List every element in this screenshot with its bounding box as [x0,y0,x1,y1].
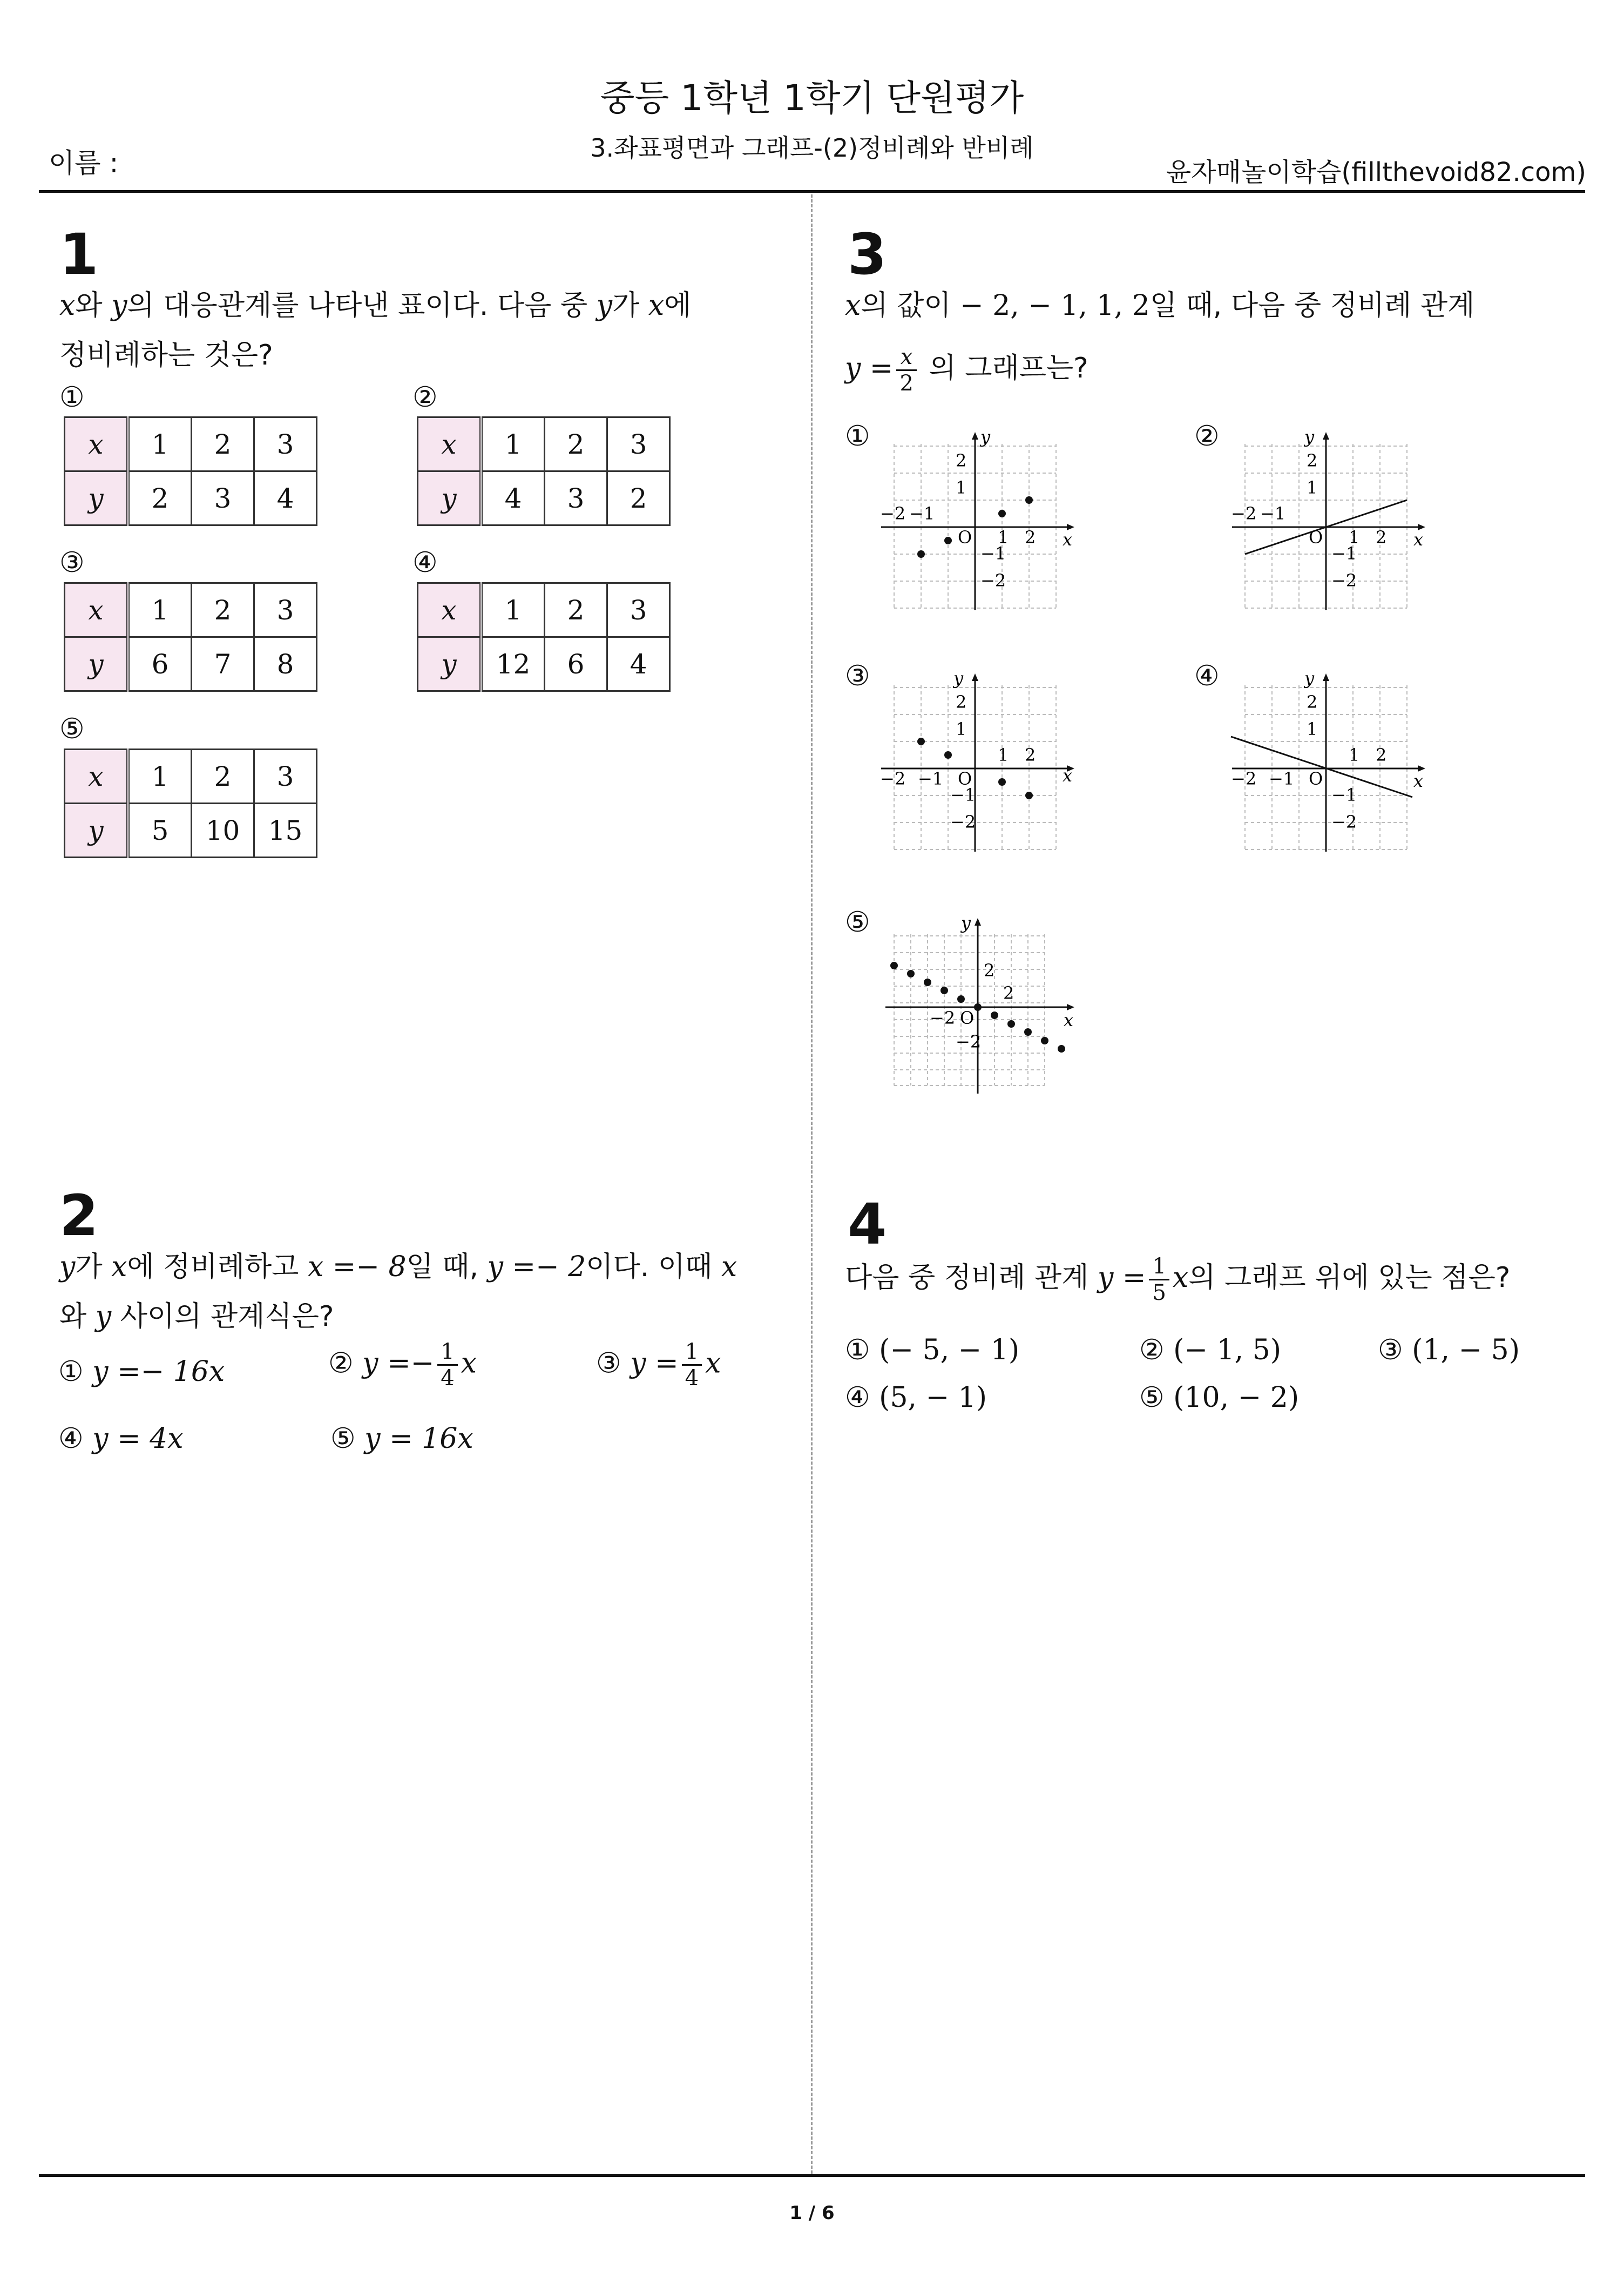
svg-text:2: 2 [1307,692,1318,712]
q1-option-2-marker[interactable]: ② [412,381,438,414]
svg-text:x: x [1413,529,1424,550]
page-title: 중등 1학년 1학기 단원평가 [600,77,1024,119]
q3-option-2-marker[interactable]: ② [1194,420,1220,453]
q1-option-4-table: x 1 2 3 y 12 6 4 [417,582,671,692]
svg-text:2: 2 [1025,527,1036,548]
svg-text:O: O [1309,527,1323,548]
svg-text:1: 1 [1307,477,1318,498]
svg-text:y: y [961,913,971,933]
question-1-text: x와 y의 대응관계를 나타낸 표이다. 다음 중 y가 x에 정비례하는 것은? [59,289,692,372]
question-3-line-2: y = $\frac{x}{2}$ 의 그래프는? [845,344,1088,396]
question-3-number: 3 [848,221,887,287]
q1-option-5-marker[interactable]: ⑤ [59,713,85,745]
question-4-text: 다음 중 정비례 관계 y = $\frac{1}{5}$ x의 그래프 위에 있는 점은? [845,1253,1511,1305]
svg-text:−2: −2 [930,1008,956,1028]
svg-text:−1: −1 [980,543,1006,564]
svg-text:−2: −2 [880,768,906,789]
svg-text:−1: −1 [1260,503,1286,524]
svg-text:y: y [1304,427,1315,447]
question-1-number: 1 [59,221,99,287]
q2-option-2[interactable]: ② y =− $\frac{1}{4}$ x [328,1339,477,1391]
question-4-number: 4 [848,1191,887,1257]
header-rule [39,190,1585,193]
svg-text:−1: −1 [918,768,944,789]
q3-option-4-marker[interactable]: ④ [1194,660,1220,692]
svg-text:−2: −2 [1231,768,1257,789]
q1-option-2-table: x 1 2 3 y 4 3 2 [417,416,671,526]
q4-option-3[interactable]: ③ (1, − 5) [1378,1334,1520,1366]
q2-option-1[interactable]: ① y =− 16x [58,1356,225,1388]
q3-graph-3 [875,668,1080,857]
page-number: 1 / 6 [789,2202,835,2224]
svg-text:y: y [1304,668,1315,689]
column-divider [811,194,813,2174]
svg-text:−2: −2 [880,503,906,524]
svg-text:−1: −1 [1331,543,1357,564]
svg-text:O: O [1309,768,1323,789]
svg-text:2: 2 [1376,745,1387,765]
page-subtitle: 3.좌표평면과 그래프-(2)정비례와 반비례 [590,133,1034,163]
svg-text:2: 2 [984,960,995,981]
q3-option-5-marker[interactable]: ⑤ [845,906,870,939]
q4-option-1[interactable]: ① (− 5, − 1) [845,1334,1020,1366]
svg-text:−2: −2 [1231,503,1257,524]
svg-text:2: 2 [956,692,967,712]
svg-text:−2: −2 [1331,812,1357,832]
question-3-line-1: x의 값이 − 2, − 1, 1, 2일 때, 다음 중 정비례 관계 [845,289,1475,322]
svg-text:2: 2 [1003,983,1014,1003]
q1-option-3-table: x 1 2 3 y 6 7 8 [64,582,317,692]
q4-option-2[interactable]: ② (− 1, 5) [1139,1334,1282,1366]
q3-option-3-marker[interactable]: ③ [845,660,870,692]
svg-text:−2: −2 [950,812,976,832]
name-label: 이름 : [49,147,119,179]
q1-option-3-marker[interactable]: ③ [59,547,85,579]
q2-option-5[interactable]: ⑤ y = 16x [330,1422,473,1455]
q3-graph-1 [875,427,1080,616]
q3-graph-5 [875,913,1080,1102]
svg-text:−1: −1 [909,503,935,524]
q2-option-4[interactable]: ④ y = 4x [58,1422,184,1455]
svg-text:−2: −2 [956,1031,982,1052]
svg-text:−2: −2 [1331,570,1357,591]
svg-text:O: O [960,1008,975,1028]
svg-text:2: 2 [1307,450,1318,471]
q3-option-1-marker[interactable]: ① [845,420,870,453]
q1-option-4-marker[interactable]: ④ [412,547,438,579]
q1-option-1-marker[interactable]: ① [59,381,85,414]
footer-rule [39,2174,1585,2177]
svg-text:2: 2 [1376,527,1387,548]
site-credit: 윤자매놀이학습(fillthevoid82.com) [1166,157,1586,187]
q3-graph-4 [1226,668,1431,857]
svg-text:x: x [1063,529,1073,550]
svg-text:1: 1 [1307,719,1318,739]
q1-option-1-table: x 1 2 3 y 2 3 4 [64,416,317,526]
svg-text:1: 1 [1349,527,1360,548]
q4-option-4[interactable]: ④ (5, − 1) [845,1381,987,1414]
svg-text:2: 2 [956,450,967,471]
q2-option-3[interactable]: ③ y = $\frac{1}{4}$ x [596,1339,721,1391]
svg-text:y: y [980,427,991,447]
svg-text:−1: −1 [950,785,976,805]
svg-text:−2: −2 [980,570,1006,591]
svg-text:1: 1 [998,745,1009,765]
svg-text:1: 1 [998,527,1009,548]
q1-option-5-table: x 1 2 3 y 5 10 15 [64,748,317,858]
q3-graph-2 [1226,427,1431,616]
svg-text:O: O [958,527,972,548]
q4-option-5[interactable]: ⑤ (10, − 2) [1139,1381,1300,1414]
svg-text:2: 2 [1025,745,1036,765]
svg-text:1: 1 [956,719,967,739]
svg-text:x: x [1064,1010,1074,1030]
svg-text:1: 1 [956,477,967,498]
svg-text:y: y [953,668,964,689]
question-2-number: 2 [59,1183,99,1249]
svg-text:−1: −1 [1331,785,1357,805]
svg-text:x: x [1413,771,1424,791]
svg-text:O: O [958,768,972,789]
svg-text:1: 1 [1349,745,1360,765]
svg-text:−1: −1 [1269,768,1295,789]
svg-text:x: x [1063,765,1073,786]
question-2-text: y가 x에 정비례하고 x =− 8일 때, y =− 2이다. 이때 x 와 y 사이의 관계식은? [59,1251,737,1333]
